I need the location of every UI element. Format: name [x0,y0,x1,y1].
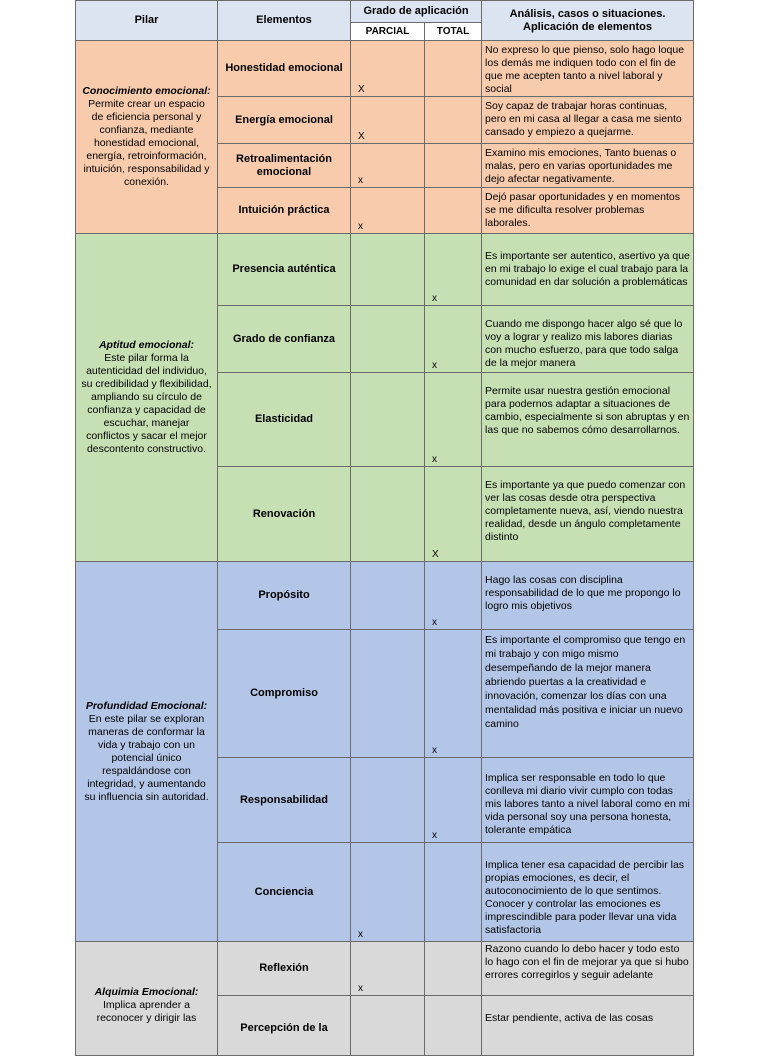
parcial-mark: x [358,929,363,940]
header-pilar: Pilar [76,1,218,41]
header-total: TOTAL [425,23,482,41]
element-name: Honestidad emocional [218,41,351,97]
analysis-text: Razono cuando lo debo hacer y todo esto lo hago con el fin de mejorar ya que si hubo errores corregirlos y seguir adelante [482,942,694,996]
total-cell [425,144,482,188]
pillar-title: Alquimia Emocional: [94,986,199,998]
pillar-conocimiento [76,41,218,234]
total-cell [425,630,482,758]
header-analisis-line2: Aplicación de elementos [523,20,652,33]
element-name: Renovación [218,467,351,562]
parcial-mark: X [358,131,365,142]
total-cell [425,996,482,1056]
element-name: Compromiso [218,630,351,758]
header-parcial: PARCIAL [351,23,425,41]
element-name: Elasticidad [218,373,351,467]
analysis-text: No expreso lo que pienso, solo hago loque los demás me indiquen todo con el fin de que me acepten tanto a nivel laboral y social [482,41,694,97]
parcial-mark: x [358,983,363,994]
total-cell [425,758,482,843]
parcial-cell [351,630,425,758]
parcial-cell [351,234,425,306]
pillar-alquimia [76,942,218,1056]
parcial-mark: X [358,84,365,95]
element-name: Energía emocional [218,97,351,144]
total-cell [425,188,482,234]
table-row [76,942,694,996]
pillar-title: Aptitud emocional: [98,339,195,351]
pillar-description: Permite crear un espacio de eficiencia personal y confianza, mediante honestidad emocional, energía, retroinformación, intuición, responsabilidad y conexión. [83,98,210,188]
total-cell [425,467,482,562]
table-row [76,41,694,97]
total-mark: x [432,745,437,756]
element-name: Reflexión [218,942,351,996]
pillar-description: Este pilar forma la autenticidad del individuo, su credibilidad y flexibilidad, ampliando su círculo de confianza y capacidad de escuchar, manejar conflictos y sacar el mejor descontento constructivo. [81,352,212,455]
total-cell [425,942,482,996]
total-mark: x [432,293,437,304]
parcial-cell [351,97,425,144]
table-row [76,234,694,306]
parcial-cell [351,41,425,97]
analysis-text: Implica tener esa capacidad de percibir las propias emociones, es decir, el autoconocimiento de lo que sentimos. Conocer y controlar las emociones es imprescindible para poder llevar una vida satisfactoria [482,843,694,942]
header-analisis-line1: Análisis, casos o situaciones. [509,7,666,20]
analysis-text: Permite usar nuestra gestión emocional para podernos adaptar a situaciones de cambio, especialmente si son abruptas y en las que no sabemos cómo desarrollarnos. [482,373,694,467]
analysis-text: Es importante ser autentico, asertivo ya que en mi trabajo lo exige el cual trabajo para la comunidad en dar solución a problemáticas [482,234,694,306]
parcial-cell [351,306,425,373]
total-mark: X [432,549,439,560]
header-grado: Grado de aplicación [351,1,482,23]
analysis-text: Examino mis emociones, Tanto buenas o malas, pero en varias oportunidades me dejo afectar negativamente. [482,144,694,188]
parcial-cell [351,942,425,996]
total-mark: x [432,360,437,371]
parcial-cell [351,467,425,562]
pillar-title: Profundidad Emocional: [85,699,208,712]
element-name: Retroalimentación emocional [218,144,351,188]
element-name: Conciencia [218,843,351,942]
total-cell [425,97,482,144]
parcial-cell [351,758,425,843]
pillar-aptitud [76,234,218,562]
parcial-cell [351,373,425,467]
parcial-cell [351,188,425,234]
analysis-text: Cuando me dispongo hacer algo sé que lo voy a lograr y realizo mis labores diarias con mucho esfuerzo, para que todo salga de la mejor manera [482,306,694,373]
parcial-cell [351,996,425,1056]
total-cell [425,843,482,942]
element-name: Grado de confianza [218,306,351,373]
total-cell [425,306,482,373]
parcial-cell [351,843,425,942]
total-cell [425,234,482,306]
table-row [76,562,694,630]
total-mark: x [432,617,437,628]
total-cell [425,562,482,630]
pillar-description: Implica aprender a reconocer y dirigir las [96,999,197,1024]
element-name: Presencia auténtica [218,234,351,306]
total-mark: x [432,830,437,841]
parcial-cell [351,144,425,188]
parcial-mark: x [358,175,363,186]
element-name: Intuición práctica [218,188,351,234]
element-name: Responsabilidad [218,758,351,843]
total-mark: x [432,454,437,465]
pillar-description: En este pilar se exploran maneras de conformar la vida y trabajo con un potencial único respaldándose con integridad, y aumentando su influencia sin autoridad. [84,712,209,803]
analysis-text: Es importante ya que puedo comenzar con ver las cosas desde otra perspectiva completamente nueva, así, viendo nuestra realidad, desde un ángulo completamente distinto [482,467,694,562]
total-cell [425,373,482,467]
header-elementos: Elementos [218,1,351,41]
analysis-text: Soy capaz de trabajar horas continuas, pero en mi casa al llegar a casa me siento cansado y empiezo a quejarme. [482,97,694,144]
total-cell [425,41,482,97]
element-name: Percepción de la [218,996,351,1056]
analysis-text: Dejó pasar oportunidades y en momentos se me dificulta resolver problemas laborales. [482,188,694,234]
analysis-text: Es importante el compromiso que tengo en mi trabajo y con migo mismo desempeñando de la mejor manera abriendo puertas a la creatividad e innovación, comenzar los días con una mentalidad más positiva e iniciar un nuevo camino [482,630,694,758]
parcial-cell [351,562,425,630]
pillar-profundidad [76,562,218,942]
analysis-text: Hago las cosas con disciplina responsabilidad de lo que me propongo lo logro mis objetivos [482,562,694,630]
analysis-text: Implica ser responsable en todo lo que conlleva mi diario vivir cumplo con todas mis labores tanto a nivel laboral como en mi vida personal soy una persona honesta, tolerante empática [482,758,694,843]
emotional-pillars-table [75,0,694,1056]
analysis-text: Estar pendiente, activa de las cosas [482,996,694,1056]
header-analisis [482,1,694,41]
pillar-title: Conocimiento emocional: [82,85,211,97]
element-name: Propósito [218,562,351,630]
parcial-mark: x [358,221,363,232]
